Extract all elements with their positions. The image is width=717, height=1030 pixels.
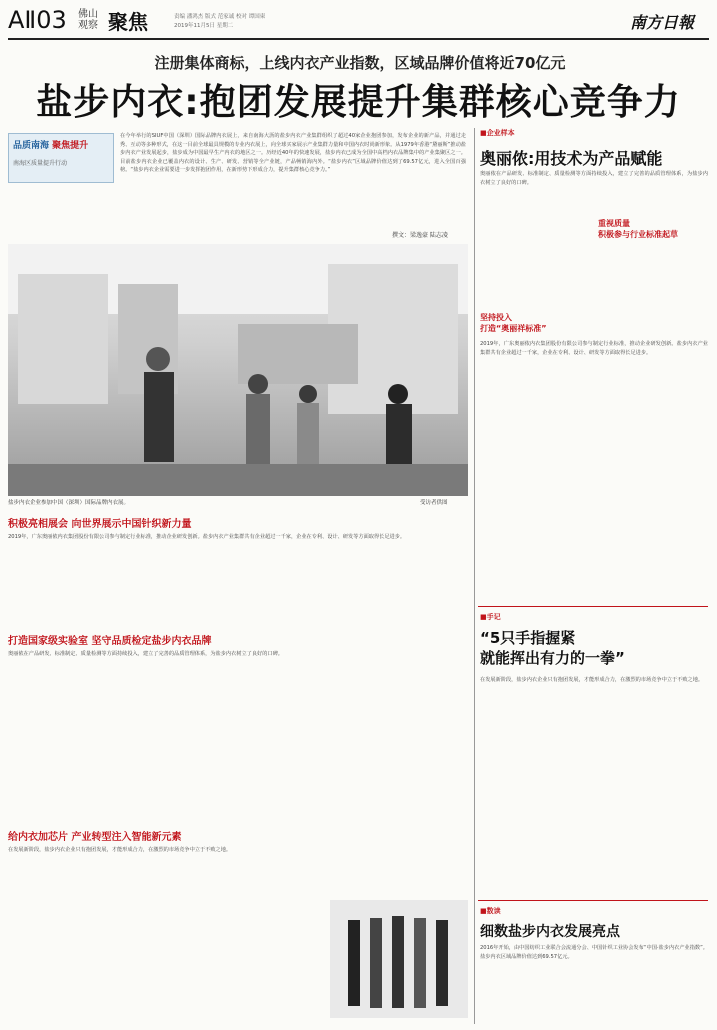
data-title: 细数盐步内衣发展亮点 bbox=[480, 924, 620, 940]
byline: 撰文：梁逸豪 陆志凌 bbox=[392, 232, 448, 239]
data-tag: ■数读 bbox=[480, 907, 501, 915]
masthead bbox=[0, 0, 717, 42]
quality-logo bbox=[8, 133, 114, 183]
column-divider bbox=[474, 128, 475, 1024]
photo-caption: 盐步内衣企业参加中国（深圳）国际品牌内衣展。 bbox=[8, 500, 130, 506]
notes-rule bbox=[478, 606, 708, 607]
page-code: AⅡ03 bbox=[8, 6, 67, 34]
region-label: 佛山 观察 bbox=[78, 9, 98, 31]
enterprise-body: 奥丽侬在产品研发、标准制定、质量检测等方面持续投入，建立了完善的品质管理体系，为盐步内衣树立了良好的口碑。 bbox=[480, 171, 708, 186]
notes-body: 在发展新阶段，盐步内衣企业只有抱团发展，才能形成合力，在激烈的市场竞争中立于不败之地。 bbox=[480, 677, 704, 683]
enterprise-tag: ■企业样本 bbox=[480, 129, 515, 137]
intro-paragraph: 在今年举行的SIUF中国（深圳）国际品牌内衣展上，来自南海大沥的盐步内衣产业集群组织了超过40家企业抱团参加，发布企业的新产品，并通过走秀、互动等多种形式，在这一目前全球最具规模的专业内衣展上，向全球买家展示产业集群力量和中国内衣时尚新形象。从1979年香港“黛丽斯”推动盐步内衣产业发展起步，盐步成为中国最早生产内衣的地区之一。历经近40年的快速发展，盐步内衣已成为全国中高档内衣品牌集中的产业集聚区之一。目前盐步内衣企业已覆盖内衣的设计、生产、研发、营销等全产业链，产品畅销海内外。“盐步内衣”区域品牌价值达到了69.57亿元，进入全国百强榜。“盐步内衣企业需要进一步发挥抱团作用，在新形势下形成合力，提升集群核心竞争力。” bbox=[120, 133, 466, 174]
headline-title: 盐步内衣:抱团发展提升集群核心竞争力 bbox=[36, 82, 681, 123]
data-rule bbox=[478, 900, 708, 901]
notes-tag: ■手记 bbox=[480, 613, 501, 621]
issue-date: 2019年11月5日 星期二 bbox=[174, 23, 234, 29]
runway-photo bbox=[330, 900, 468, 1018]
masthead-rule bbox=[8, 38, 709, 40]
section-body-chip: 在发展新阶段，盐步内衣企业只有抱团发展，才能形成合力，在激烈的市场竞争中立于不败之地。 bbox=[8, 847, 232, 853]
section-body-lab: 奥丽侬在产品研发、标准制定、质量检测等方面持续投入，建立了完善的品质管理体系，为盐步内衣树立了良好的口碑。 bbox=[8, 651, 283, 657]
enterprise-subhead-1: 重视质量 积极参与行业标准起草 bbox=[598, 219, 678, 239]
headline-kicker: 注册集体商标，上线内衣产业指数，区域品牌价值将近70亿元 bbox=[154, 54, 566, 72]
section-heading-chip: 给内衣加芯片 产业转型注入智能新元素 bbox=[8, 832, 182, 843]
section-heading-lab: 打造国家级实验室 坚守品质检定盐步内衣品牌 bbox=[8, 636, 212, 647]
exhibition-scene bbox=[8, 244, 468, 496]
main-photo bbox=[8, 244, 468, 496]
notes-title: “5只手指握紧 就能挥出有力的一拳” bbox=[480, 629, 625, 667]
section-body-expo: 2019年，广东奥丽侬内衣集团股份有限公司参与制定行业标准，推动企业研发创新。盐步内衣产业集群共有企业超过一千家，企业在专利、设计、研发等方面取得长足进步。 bbox=[8, 534, 406, 540]
logo-line: 品质南海 聚焦提升 bbox=[13, 141, 89, 151]
logo-sub: 南海区质量提升行动 bbox=[13, 160, 68, 167]
enterprise-body-2: 2019年，广东奥丽侬内衣集团股份有限公司参与制定行业标准，推动企业研发创新。盐步内衣产业集群共有企业超过一千家，企业在专利、设计、研发等方面取得长足进步。 bbox=[480, 341, 708, 356]
data-body: 2016年开始，由中国纺织工业联合会流通分会、中国针织工业协会发布“中国·盐步内衣产业指数”。盐步内衣区域品牌价值达到69.57亿元。 bbox=[480, 945, 708, 960]
enterprise-subhead-2: 坚持投入 打造“奥丽祥标准” bbox=[480, 313, 547, 333]
section-heading-expo: 积极亮相展会 向世界展示中国针织新力量 bbox=[8, 519, 192, 530]
newspaper-logo: 南方日報 bbox=[630, 13, 695, 32]
credits: 责编 潘鸿杰 版式 范家诚 校对 谭国柬 bbox=[174, 14, 266, 20]
runway-scene bbox=[330, 900, 468, 1018]
enterprise-title: 奥丽侬:用技术为产品赋能 bbox=[480, 149, 663, 168]
section-label: 聚焦 bbox=[108, 10, 148, 34]
photo-credit: 受访者供图 bbox=[420, 500, 448, 506]
